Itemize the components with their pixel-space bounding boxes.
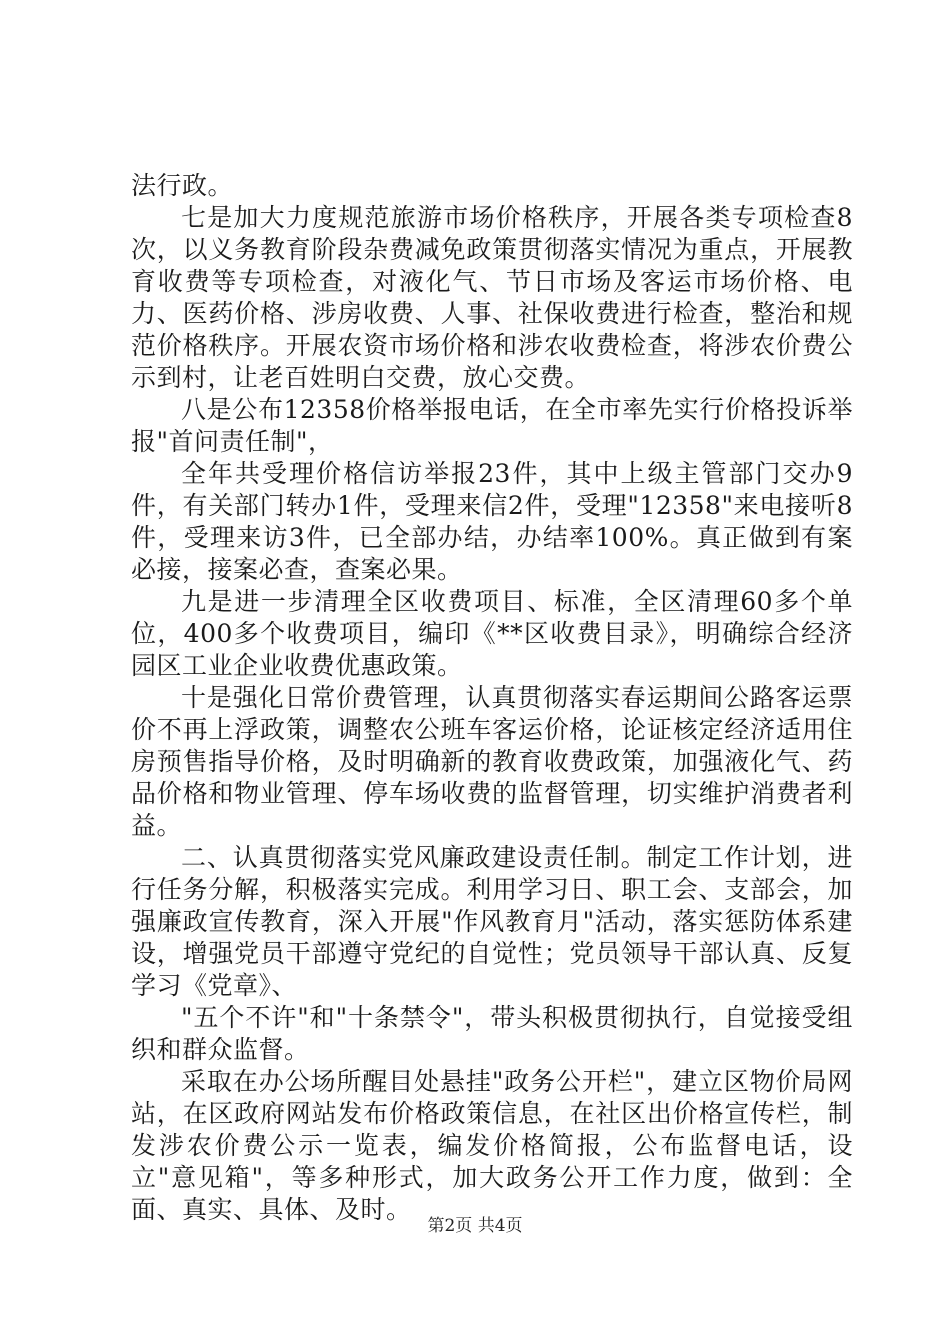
- paragraph: 二、认真贯彻落实党风廉政建设责任制。制定工作计划，进行任务分解，积极落实完成。利用学习日、职工会、支部会，加强廉政宣传教育，深入开展"作风教育月"活动，落实惩防体系建设，增强党员干部遵守党纪的自觉性；党员领导干部认真、反复学习《党章》、: [131, 843, 853, 1000]
- paragraph: 十是强化日常价费管理，认真贯彻落实春运期间公路客运票价不再上浮政策，调整农公班车客运价格，论证核定经济适用住房预售指导价格，及时明确新的教育收费政策，加强液化气、药品价格和物业管理、停车场收费的监督管理，切实维护消费者利益。: [131, 683, 853, 840]
- paragraph: 采取在办公场所醒目处悬挂"政务公开栏"，建立区物价局网站，在区政府网站发布价格政策信息，在社区出价格宣传栏，制发涉农价费公示一览表，编发价格简报，公布监督电话，设立"意见箱"，等多种形式，加大政务公开工作力度，做到：全面、真实、具体、及时。: [131, 1067, 853, 1224]
- paragraph: "五个不许"和"十条禁令"，带头积极贯彻执行，自觉接受组织和群众监督。: [131, 1003, 853, 1064]
- page-footer: 第2页 共4页: [427, 1216, 523, 1236]
- paragraph: 全年共受理价格信访举报23件，其中上级主管部门交办9件，有关部门转办1件，受理来信2件，受理"12358"来电接听8件，受理来访3件，已全部办结，办结率100%。真正做到有案必接，接案必查，查案必果。: [131, 459, 853, 584]
- paragraph: 法行政。: [131, 171, 234, 200]
- paragraph: 八是公布12358价格举报电话，在全市率先实行价格投诉举报"首问责任制"，: [131, 395, 853, 456]
- paragraph: 七是加大力度规范旅游市场价格秩序，开展各类专项检查8次，以义务教育阶段杂费减免政策贯彻落实情况为重点，开展教育收费等专项检查，对液化气、节日市场及客运市场价格、电力、医药价格、涉房收费、人事、社保收费进行检查，整治和规范价格秩序。开展农资市场价格和涉农收费检查，将涉农价费公示到村，让老百姓明白交费，放心交费。: [131, 203, 853, 392]
- paragraph: 九是进一步清理全区收费项目、标准，全区清理60多个单位，400多个收费项目，编印《**区收费目录》，明确综合经济园区工业企业收费优惠政策。: [131, 587, 853, 680]
- document-body: [131, 170, 853, 1226]
